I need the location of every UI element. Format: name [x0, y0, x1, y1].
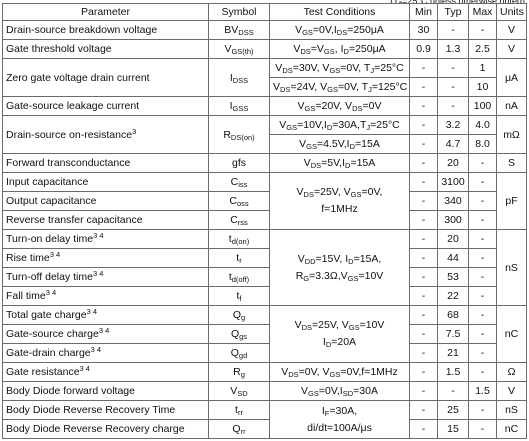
- condition-cell: $V_{GS}=20V$, $V_{DS}=0V$: [270, 97, 410, 116]
- typ-cell: 3.2: [438, 116, 469, 135]
- symbol-cell: [209, 382, 270, 401]
- condition-cell: $V_{DD}=15V$, $I_D=15A$, $R_G=3.3\Omega,V_{GS}=10V$: [270, 230, 410, 306]
- param-cell: [3, 306, 209, 325]
- param-label: Turn-on delay time: [6, 233, 94, 245]
- param-label: Output capacitance: [6, 195, 97, 207]
- typ-cell: -: [438, 21, 469, 40]
- param-cell: [3, 420, 209, 439]
- condition-cell: $V_{GS}=4.5V,I_D=15A$: [270, 135, 410, 154]
- min-cell: -: [410, 344, 438, 363]
- symbol-sub: SD: [237, 389, 248, 398]
- condition-cell: $V_{GS}=0V,I_{SD}=30A$: [270, 382, 410, 401]
- symbol-base: t: [236, 290, 240, 302]
- max-cell: -: [469, 173, 497, 192]
- table-row: [3, 306, 527, 325]
- symbol-sub: d(on): [231, 237, 250, 246]
- symbol-base: C: [229, 195, 237, 207]
- typ-cell: 68: [438, 306, 469, 325]
- symbol-sub: gs: [239, 332, 248, 341]
- typ-cell: -: [438, 59, 469, 78]
- max-cell: -: [469, 363, 497, 382]
- symbol-cell: [209, 401, 270, 420]
- symbol-base: R: [233, 366, 241, 378]
- condition-cell: $V_{DS}=5V,I_D=15A$: [270, 154, 410, 173]
- param-cell: [3, 40, 209, 59]
- min-cell: -: [410, 325, 438, 344]
- unit-cell: nA: [497, 97, 527, 116]
- min-cell: -: [410, 173, 438, 192]
- max-cell: 8.0: [469, 135, 497, 154]
- table-row: [3, 363, 527, 382]
- param-cell: [3, 211, 209, 230]
- symbol-sub: rr: [237, 408, 243, 417]
- typ-cell: -: [438, 382, 469, 401]
- condition-cell: $V_{GS}=10V,I_D=30A,T_J=25^\circ C$: [270, 116, 410, 135]
- typ-cell: 25: [438, 401, 469, 420]
- param-sup: 3: [132, 126, 137, 136]
- param-cell: [3, 249, 209, 268]
- table-row: [3, 97, 527, 116]
- condition-cell: $V_{DS}=25V$, $V_{GS}=0V$, f=1MHz: [270, 173, 410, 230]
- table-row: [3, 401, 527, 420]
- typ-cell: 22: [438, 287, 469, 306]
- param-label: Body Diode forward voltage: [6, 385, 135, 397]
- symbol-cell: [209, 306, 270, 325]
- typ-cell: 21: [438, 344, 469, 363]
- symbol-base: C: [230, 176, 239, 188]
- symbol-sub: r: [239, 256, 242, 265]
- unit-cell: nS: [497, 230, 527, 306]
- header-symbol: Symbol: [209, 4, 270, 21]
- symbol-cell: [209, 173, 270, 192]
- symbol-base: I: [229, 100, 233, 112]
- param-label: Gate resistance: [6, 366, 80, 378]
- max-cell: 1.5: [469, 382, 497, 401]
- unit-cell: nC: [497, 420, 527, 439]
- header-parameter: Parameter: [3, 4, 209, 21]
- table-row: [3, 325, 527, 344]
- unit-cell: V: [497, 40, 527, 59]
- min-cell: -: [410, 211, 438, 230]
- param-sup: 3 4: [86, 307, 97, 316]
- param-label: Gate threshold voltage: [6, 43, 112, 55]
- param-sup: 3 4: [93, 231, 104, 240]
- param-cell: [3, 21, 209, 40]
- symbol-sub: f: [239, 294, 242, 303]
- unit-cell: S: [497, 154, 527, 173]
- symbol-cell: [209, 287, 270, 306]
- param-cell: [3, 268, 209, 287]
- condition-cell: $V_{DS}=25V$, $V_{GS}=10V$ $I_D=20A$: [270, 306, 410, 363]
- min-cell: -: [410, 78, 438, 97]
- param-sup: 3 4: [79, 364, 90, 373]
- header-min: Min: [410, 4, 438, 21]
- symbol-cell: [209, 363, 270, 382]
- typ-cell: 44: [438, 249, 469, 268]
- typ-cell: 1.5: [438, 363, 469, 382]
- min-cell: -: [410, 363, 438, 382]
- symbol-base: Q: [232, 423, 241, 435]
- symbol-cell: [209, 420, 270, 439]
- param-cell: [3, 192, 209, 211]
- typ-cell: 300: [438, 211, 469, 230]
- param-label: Input capacitance: [6, 176, 89, 188]
- max-cell: -: [469, 420, 497, 439]
- min-cell: 30: [410, 21, 438, 40]
- max-cell: 1: [469, 59, 497, 78]
- typ-cell: 20: [438, 154, 469, 173]
- min-cell: 0.9: [410, 40, 438, 59]
- param-cell: [3, 287, 209, 306]
- max-cell: 100: [469, 97, 497, 116]
- unit-cell: V: [497, 382, 527, 401]
- param-cell: [3, 154, 209, 173]
- symbol-cell: [209, 97, 270, 116]
- symbol-cell: [209, 268, 270, 287]
- symbol-cell: [209, 211, 270, 230]
- symbol-base: V: [230, 385, 238, 397]
- header-conditions: Test Conditions: [270, 4, 410, 21]
- symbol-sub: d(off): [231, 275, 250, 284]
- symbol-sub: rr: [240, 427, 246, 436]
- param-label: Forward transconductance: [6, 157, 131, 169]
- param-sup: 3 4: [49, 250, 61, 259]
- table-row: [3, 287, 527, 306]
- symbol-sub: DS(on): [230, 132, 255, 142]
- max-cell: -: [469, 306, 497, 325]
- table-row: [3, 192, 527, 211]
- unit-cell: Ω: [497, 363, 527, 382]
- unit-cell: μA: [497, 59, 527, 97]
- symbol-cell: [209, 344, 270, 363]
- table-row: [3, 382, 527, 401]
- min-cell: -: [410, 306, 438, 325]
- symbol-sub: gd: [238, 351, 248, 360]
- min-cell: -: [410, 154, 438, 173]
- header-max: Max: [469, 4, 497, 21]
- max-cell: -: [469, 211, 497, 230]
- param-cell: [3, 116, 209, 154]
- typ-cell: 15: [438, 420, 469, 439]
- typ-cell: 3100: [438, 173, 469, 192]
- symbol-base: t: [228, 271, 232, 283]
- min-cell: -: [410, 135, 438, 154]
- table-row: [3, 230, 527, 249]
- unit-cell: pF: [497, 173, 527, 230]
- symbol-cell: [209, 192, 270, 211]
- min-cell: -: [410, 401, 438, 420]
- table-row: [3, 173, 527, 192]
- max-cell: -: [469, 344, 497, 363]
- max-cell: 10: [469, 78, 497, 97]
- typ-cell: 20: [438, 230, 469, 249]
- unit-cell: V: [497, 21, 527, 40]
- param-label: Gate-source charge: [6, 328, 99, 340]
- max-cell: -: [469, 21, 497, 40]
- symbol-cell: [209, 40, 270, 59]
- min-cell: -: [410, 268, 438, 287]
- max-cell: -: [469, 154, 497, 173]
- symbol-sub: GSS: [232, 104, 249, 113]
- header-row: [3, 4, 527, 21]
- symbol-base: t: [228, 233, 232, 245]
- param-sup: 3 4: [98, 326, 110, 335]
- typ-cell: 4.7: [438, 135, 469, 154]
- min-cell: -: [410, 116, 438, 135]
- param-label: Turn-off delay time: [6, 271, 93, 283]
- table-row: [3, 344, 527, 363]
- min-cell: -: [410, 287, 438, 306]
- param-cell: [3, 97, 209, 116]
- param-cell: [3, 401, 209, 420]
- param-sup: 3 4: [45, 288, 57, 297]
- symbol-sub: DSS: [238, 28, 254, 37]
- min-cell: -: [410, 97, 438, 116]
- table-row: [3, 21, 527, 40]
- symbol-sub: rss: [237, 218, 248, 227]
- symbol-sub: g: [241, 313, 246, 322]
- symbol-cell: [209, 230, 270, 249]
- symbol-base: V: [224, 43, 232, 55]
- unit-cell: nC: [497, 306, 527, 363]
- table-row: [3, 268, 527, 287]
- param-cell: [3, 173, 209, 192]
- table-row: [3, 154, 527, 173]
- param-label: Body Diode Reverse Recovery Time: [6, 404, 176, 416]
- param-label: Drain-source breakdown voltage: [6, 24, 158, 36]
- symbol-cell: [209, 116, 270, 154]
- param-label: Body Diode Reverse Recovery charge: [6, 423, 185, 435]
- header-typ: Typ: [438, 4, 469, 21]
- param-cell: [3, 382, 209, 401]
- symbol-base: I: [229, 71, 233, 84]
- param-label: Drain-source on-resistance: [6, 128, 133, 141]
- table-row: [3, 59, 527, 78]
- param-cell: [3, 325, 209, 344]
- symbol-base: C: [230, 214, 238, 226]
- min-cell: -: [410, 192, 438, 211]
- symbol-base: Q: [230, 328, 240, 340]
- min-cell: -: [410, 249, 438, 268]
- condition-cell: $V_{DS}=24V$, $V_{GS}=0V$, $T_J=125^\circ C$: [270, 78, 410, 97]
- typ-cell: -: [438, 97, 469, 116]
- param-sup: 3 4: [92, 269, 104, 278]
- min-cell: -: [410, 230, 438, 249]
- typ-cell: 53: [438, 268, 469, 287]
- symbol-base: t: [236, 252, 240, 264]
- symbol-base: Q: [230, 347, 239, 359]
- min-cell: -: [410, 382, 438, 401]
- param-cell: [3, 230, 209, 249]
- condition-cell: $V_{GS}=0V,I_{DS}=250\mu A$: [270, 21, 410, 40]
- table-row: [3, 40, 527, 59]
- param-cell: [3, 363, 209, 382]
- typ-cell: 1.3: [438, 40, 469, 59]
- symbol-sub: DSS: [232, 75, 249, 85]
- unit-cell: mΩ: [497, 116, 527, 154]
- header-units: Units: [497, 4, 527, 21]
- param-label: Gate-drain charge: [6, 347, 91, 359]
- max-cell: -: [469, 230, 497, 249]
- symbol-base: t: [235, 404, 238, 416]
- table-row: [3, 116, 527, 135]
- electrical-characteristics-table: [2, 3, 527, 439]
- unit-cell: nS: [497, 401, 527, 420]
- symbol-base: gfs: [231, 157, 246, 169]
- param-label: Fall time: [6, 290, 46, 302]
- max-cell: 2.5: [469, 40, 497, 59]
- symbol-base: BV: [224, 24, 239, 36]
- typ-cell: 7.5: [438, 325, 469, 344]
- table-row: [3, 420, 527, 439]
- param-label: Reverse transfer capacitance: [6, 214, 143, 226]
- symbol-cell: [209, 249, 270, 268]
- symbol-sub: g: [240, 370, 245, 379]
- param-label: Zero gate voltage drain current: [6, 71, 150, 84]
- symbol-cell: [209, 59, 270, 97]
- max-cell: -: [469, 325, 497, 344]
- param-cell: [3, 344, 209, 363]
- condition-cell: $I_F=30A$, di/dt=100A/μs: [270, 401, 410, 439]
- max-cell: 4.0: [469, 116, 497, 135]
- max-cell: -: [469, 268, 497, 287]
- symbol-cell: [209, 325, 270, 344]
- param-label: Total gate charge: [6, 309, 87, 321]
- max-cell: -: [469, 192, 497, 211]
- symbol-cell: [209, 21, 270, 40]
- condition-cell: $V_{DS}=30V$, $V_{GS}=0V$, $T_J=25^\circ C$: [270, 59, 410, 78]
- max-cell: -: [469, 287, 497, 306]
- min-cell: -: [410, 420, 438, 439]
- condition-cell: $V_{DS}=V_{GS}$, $I_D=250\mu A$: [270, 40, 410, 59]
- min-cell: -: [410, 59, 438, 78]
- max-cell: -: [469, 401, 497, 420]
- table-row: [3, 211, 527, 230]
- symbol-sub: oss: [236, 199, 249, 208]
- param-label: Rise time: [6, 252, 50, 264]
- param-label: Gate-source leakage current: [6, 100, 140, 112]
- typ-cell: 340: [438, 192, 469, 211]
- symbol-sub: GS(th): [231, 47, 254, 56]
- condition-cell: $V_{DS}=0V$, $V_{GS}=0V,f=1MHz$: [270, 363, 410, 382]
- typ-cell: -: [438, 78, 469, 97]
- symbol-base: R: [223, 128, 231, 141]
- symbol-cell: [209, 154, 270, 173]
- table-row: [3, 249, 527, 268]
- param-sup: 3 4: [90, 345, 102, 354]
- symbol-sub: iss: [238, 180, 248, 189]
- param-cell: [3, 59, 209, 97]
- symbol-base: Q: [232, 309, 241, 321]
- max-cell: -: [469, 249, 497, 268]
